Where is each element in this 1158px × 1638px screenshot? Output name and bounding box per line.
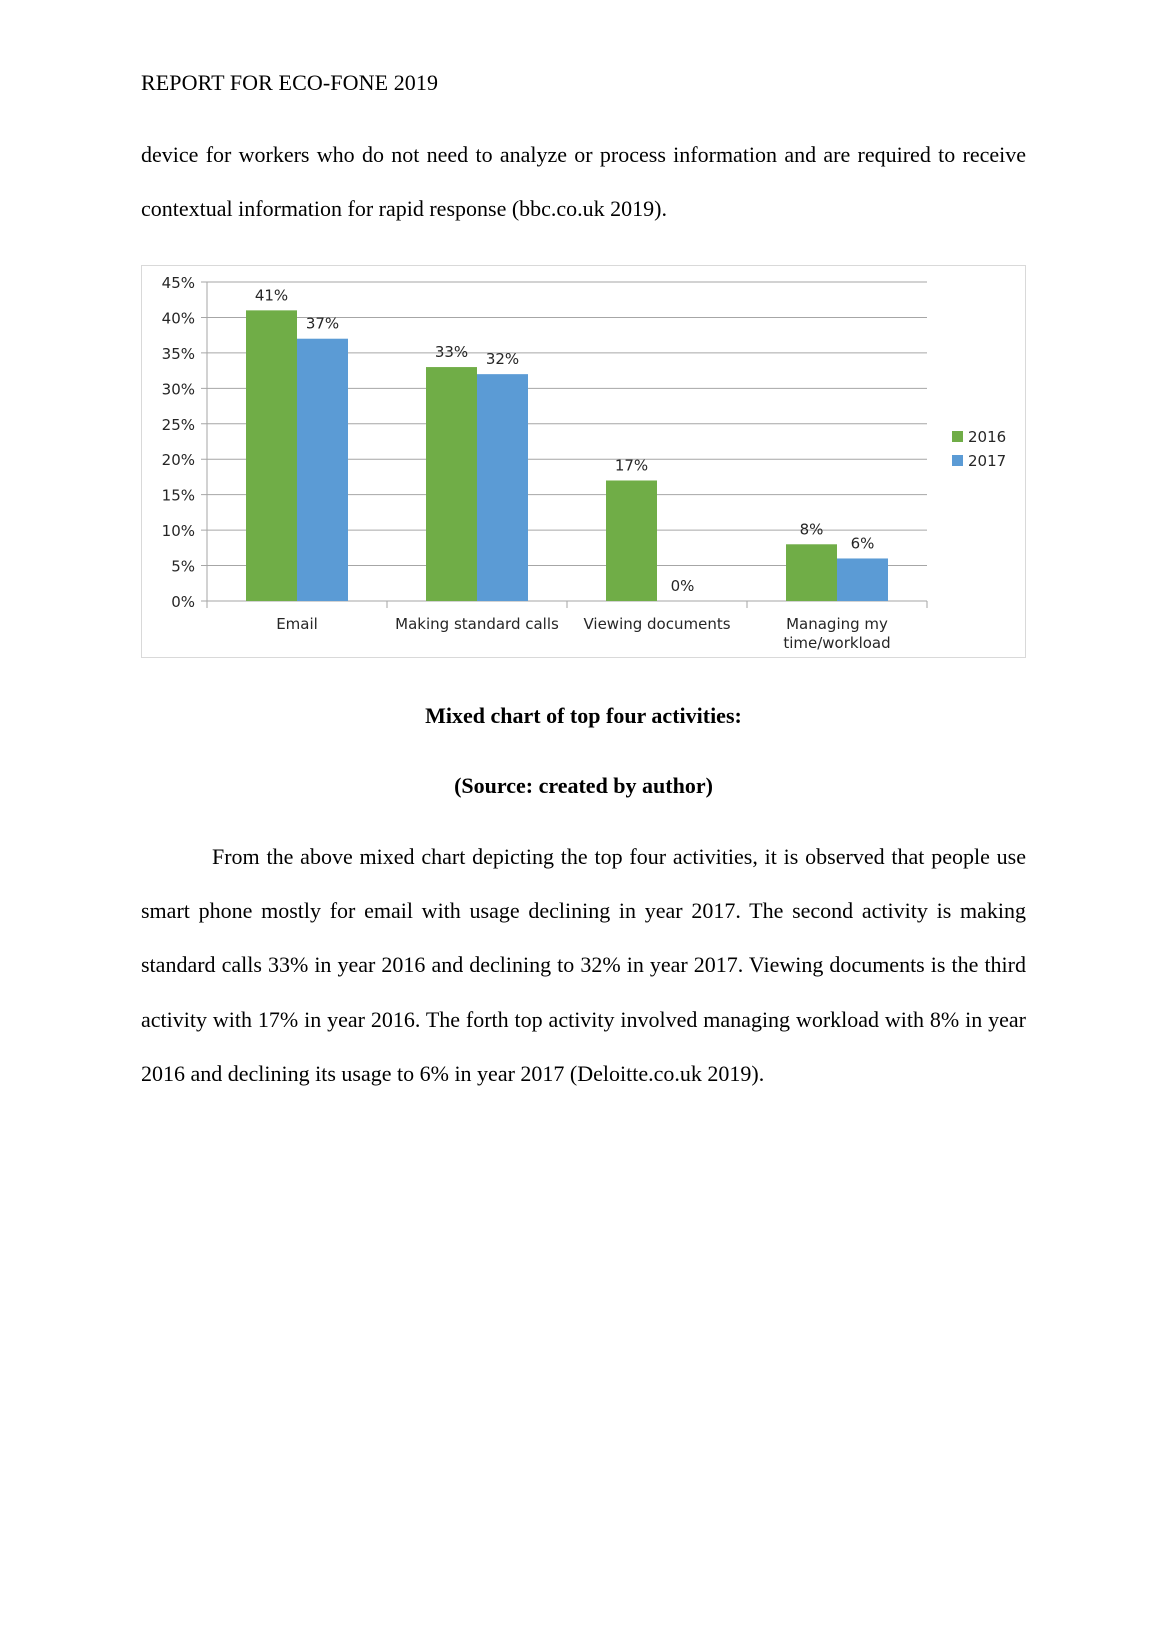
bar-2017 bbox=[477, 374, 528, 601]
data-label-2017: 32% bbox=[485, 350, 520, 369]
data-label-2016: 8% bbox=[799, 520, 824, 539]
bar-2016 bbox=[246, 310, 297, 601]
chart-caption-source: (Source: created by author) bbox=[454, 773, 713, 798]
data-label-2017: 37% bbox=[305, 314, 340, 333]
bar-chart bbox=[141, 265, 1026, 658]
data-label-2017: 0% bbox=[670, 577, 695, 595]
y-tick-label: 15% bbox=[161, 486, 195, 505]
chart-svg bbox=[142, 266, 1027, 659]
x-tick-label: Managing my bbox=[786, 615, 888, 633]
y-tick-label: 30% bbox=[161, 380, 195, 399]
data-label-2016: 41% bbox=[254, 286, 289, 305]
x-tick-label: Making standard calls bbox=[395, 615, 559, 633]
y-tick-label: 0% bbox=[171, 593, 195, 611]
x-tick-label: time/workload bbox=[783, 634, 891, 652]
y-tick-label: 45% bbox=[161, 274, 195, 292]
y-tick-label: 35% bbox=[161, 344, 195, 363]
legend-label-2017: 2017 bbox=[968, 452, 1007, 470]
intro-paragraph: device for workers who do not need to analyze or process information and are required to receive contextual information for rapid response (bbc.co.uk 2019). bbox=[141, 142, 1026, 222]
data-label-2017: 6% bbox=[850, 534, 875, 553]
legend-label-2016: 2016 bbox=[968, 428, 1007, 446]
data-label-2016: 17% bbox=[614, 456, 649, 475]
x-tick-label: Viewing documents bbox=[583, 615, 731, 633]
y-tick-label: 5% bbox=[171, 557, 195, 576]
legend-swatch-2017 bbox=[952, 455, 963, 466]
chart-caption-title: Mixed chart of top four activities: bbox=[425, 703, 742, 728]
bar-2016 bbox=[606, 480, 657, 601]
y-tick-label: 25% bbox=[161, 415, 195, 434]
bar-2016 bbox=[786, 544, 837, 601]
bar-2017 bbox=[837, 558, 888, 601]
body-paragraph: From the above mixed chart depicting the top four activities, it is observed that people use smart phone mostly for email with usage declining in year 2017. The second activity is making standard calls 33% in year 2016 and declining to 32% in year 2017. Viewing documents is the third activity with 17% in year 2016. The forth top activity involved managing workload with 8% in year 2016 and declining its usage to 6% in year 2017 (Deloitte.co.uk 2019). bbox=[141, 844, 1026, 1086]
y-tick-label: 20% bbox=[161, 451, 195, 470]
legend-swatch-2016 bbox=[952, 431, 963, 442]
y-tick-label: 40% bbox=[161, 309, 195, 328]
page-header: REPORT FOR ECO-FONE 2019 bbox=[141, 70, 439, 95]
bar-2017 bbox=[297, 339, 348, 601]
x-tick-label: Email bbox=[276, 615, 318, 633]
bar-2016 bbox=[426, 367, 477, 601]
data-label-2016: 33% bbox=[434, 343, 469, 362]
y-tick-label: 10% bbox=[161, 522, 195, 541]
